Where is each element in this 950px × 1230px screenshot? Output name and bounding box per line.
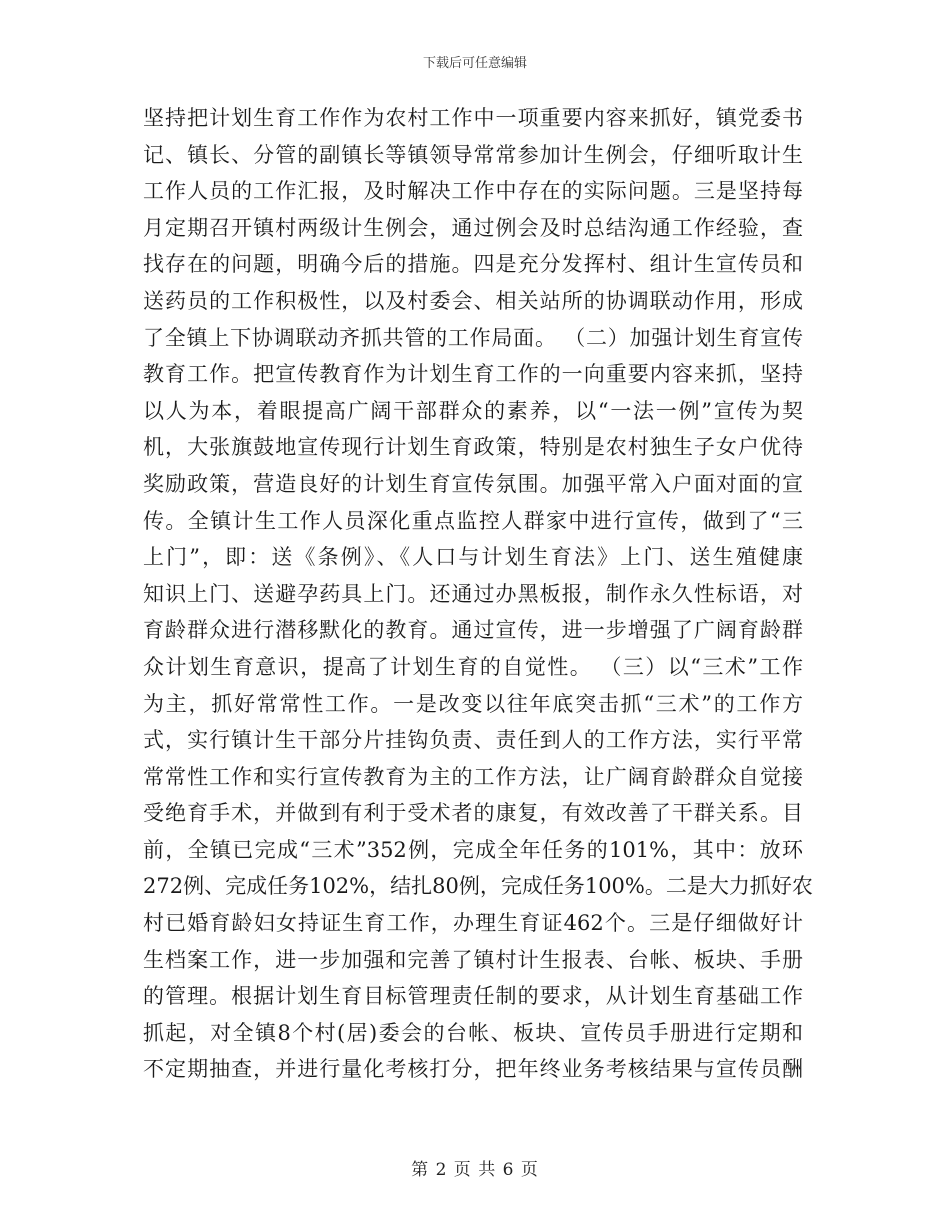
body-line: 常常性工作和实行宣传教育为主的工作方法，让广阔育龄群众自觉接 [143, 764, 803, 789]
body-line: 机，大张旗鼓地宣传现行计划生育政策，特别是农村独生子女户优待 [143, 435, 803, 460]
body-line: 传。全镇计生工作人员深化重点监控人群家中进行宣传，做到了“三 [143, 508, 803, 533]
page-number-footer: 第 2 页 共 6 页 [411, 1160, 539, 1180]
page-header: 下载后可任意编辑 [422, 56, 527, 71]
body-line: 不定期抽查，并进行量化考核打分，把年终业务考核结果与宣传员酬 [143, 1057, 803, 1082]
body-line: 众计划生育意识，提高了计划生育的自觉性。 （三）以“三术”工作 [143, 654, 803, 679]
body-line: 生档案工作，进一步加强和完善了镇村计生报表、台帐、板块、手册 [143, 947, 803, 972]
body-line: 抓起，对全镇8个村(居)委会的台帐、板块、宣传员手册进行定期和 [143, 1020, 803, 1045]
document-body [143, 100, 813, 1088]
body-line: 教育工作。把宣传教育作为计划生育工作的一向重要内容来抓，坚持 [143, 362, 803, 387]
body-line: 村已婚育龄妇女持证生育工作，办理生育证462个。三是仔细做好计 [143, 911, 803, 936]
body-line: 工作人员的工作汇报，及时解决工作中存在的实际问题。三是坚持每 [143, 179, 803, 204]
body-line: 受绝育手术，并做到有利于受术者的康复，有效改善了干群关系。目 [143, 801, 803, 826]
body-line: 的管理。根据计划生育目标管理责任制的要求，从计划生育基础工作 [143, 984, 803, 1009]
body-line: 月定期召开镇村两级计生例会，通过例会及时总结沟通工作经验，查 [143, 215, 803, 240]
body-line: 式，实行镇计生干部分片挂钩负责、责任到人的工作方法，实行平常 [143, 728, 803, 753]
body-line: 以人为本，着眼提高广阔干部群众的素养，以“一法一例”宣传为契 [143, 398, 803, 423]
body-line: 送药员的工作积极性，以及村委会、相关站所的协调联动作用，形成 [143, 288, 803, 313]
body-line: 了全镇上下协调联动齐抓共管的工作局面。 （二）加强计划生育宣传 [143, 325, 803, 350]
body-line: 育龄群众进行潜移默化的教育。通过宣传，进一步增强了广阔育龄群 [143, 618, 803, 643]
body-line: 272例、完成任务102%，结扎80例，完成任务100%。二是大力抓好农 [143, 874, 813, 899]
body-line: 为主，抓好常常性工作。一是改变以往年底突击抓“三术”的工作方 [143, 691, 803, 716]
body-line: 知识上门、送避孕药具上门。还通过办黑板报，制作永久性标语，对 [143, 581, 803, 606]
body-line: 奖励政策，营造良好的计划生育宣传氛围。加强平常入户面对面的宣 [143, 471, 803, 496]
body-line: 前，全镇已完成“三术”352例，完成全年任务的101%，其中：放环 [143, 837, 803, 862]
body-line: 记、镇长、分管的副镇长等镇领导常常参加计生例会，仔细听取计生 [143, 142, 803, 167]
body-line: 找存在的问题，明确今后的措施。四是充分发挥村、组计生宣传员和 [143, 252, 803, 277]
body-line: 上门”，即：送《条例》、《人口与计划生育法》上门、送生殖健康 [143, 545, 803, 570]
body-line: 坚持把计划生育工作作为农村工作中一项重要内容来抓好，镇党委书 [143, 106, 803, 130]
